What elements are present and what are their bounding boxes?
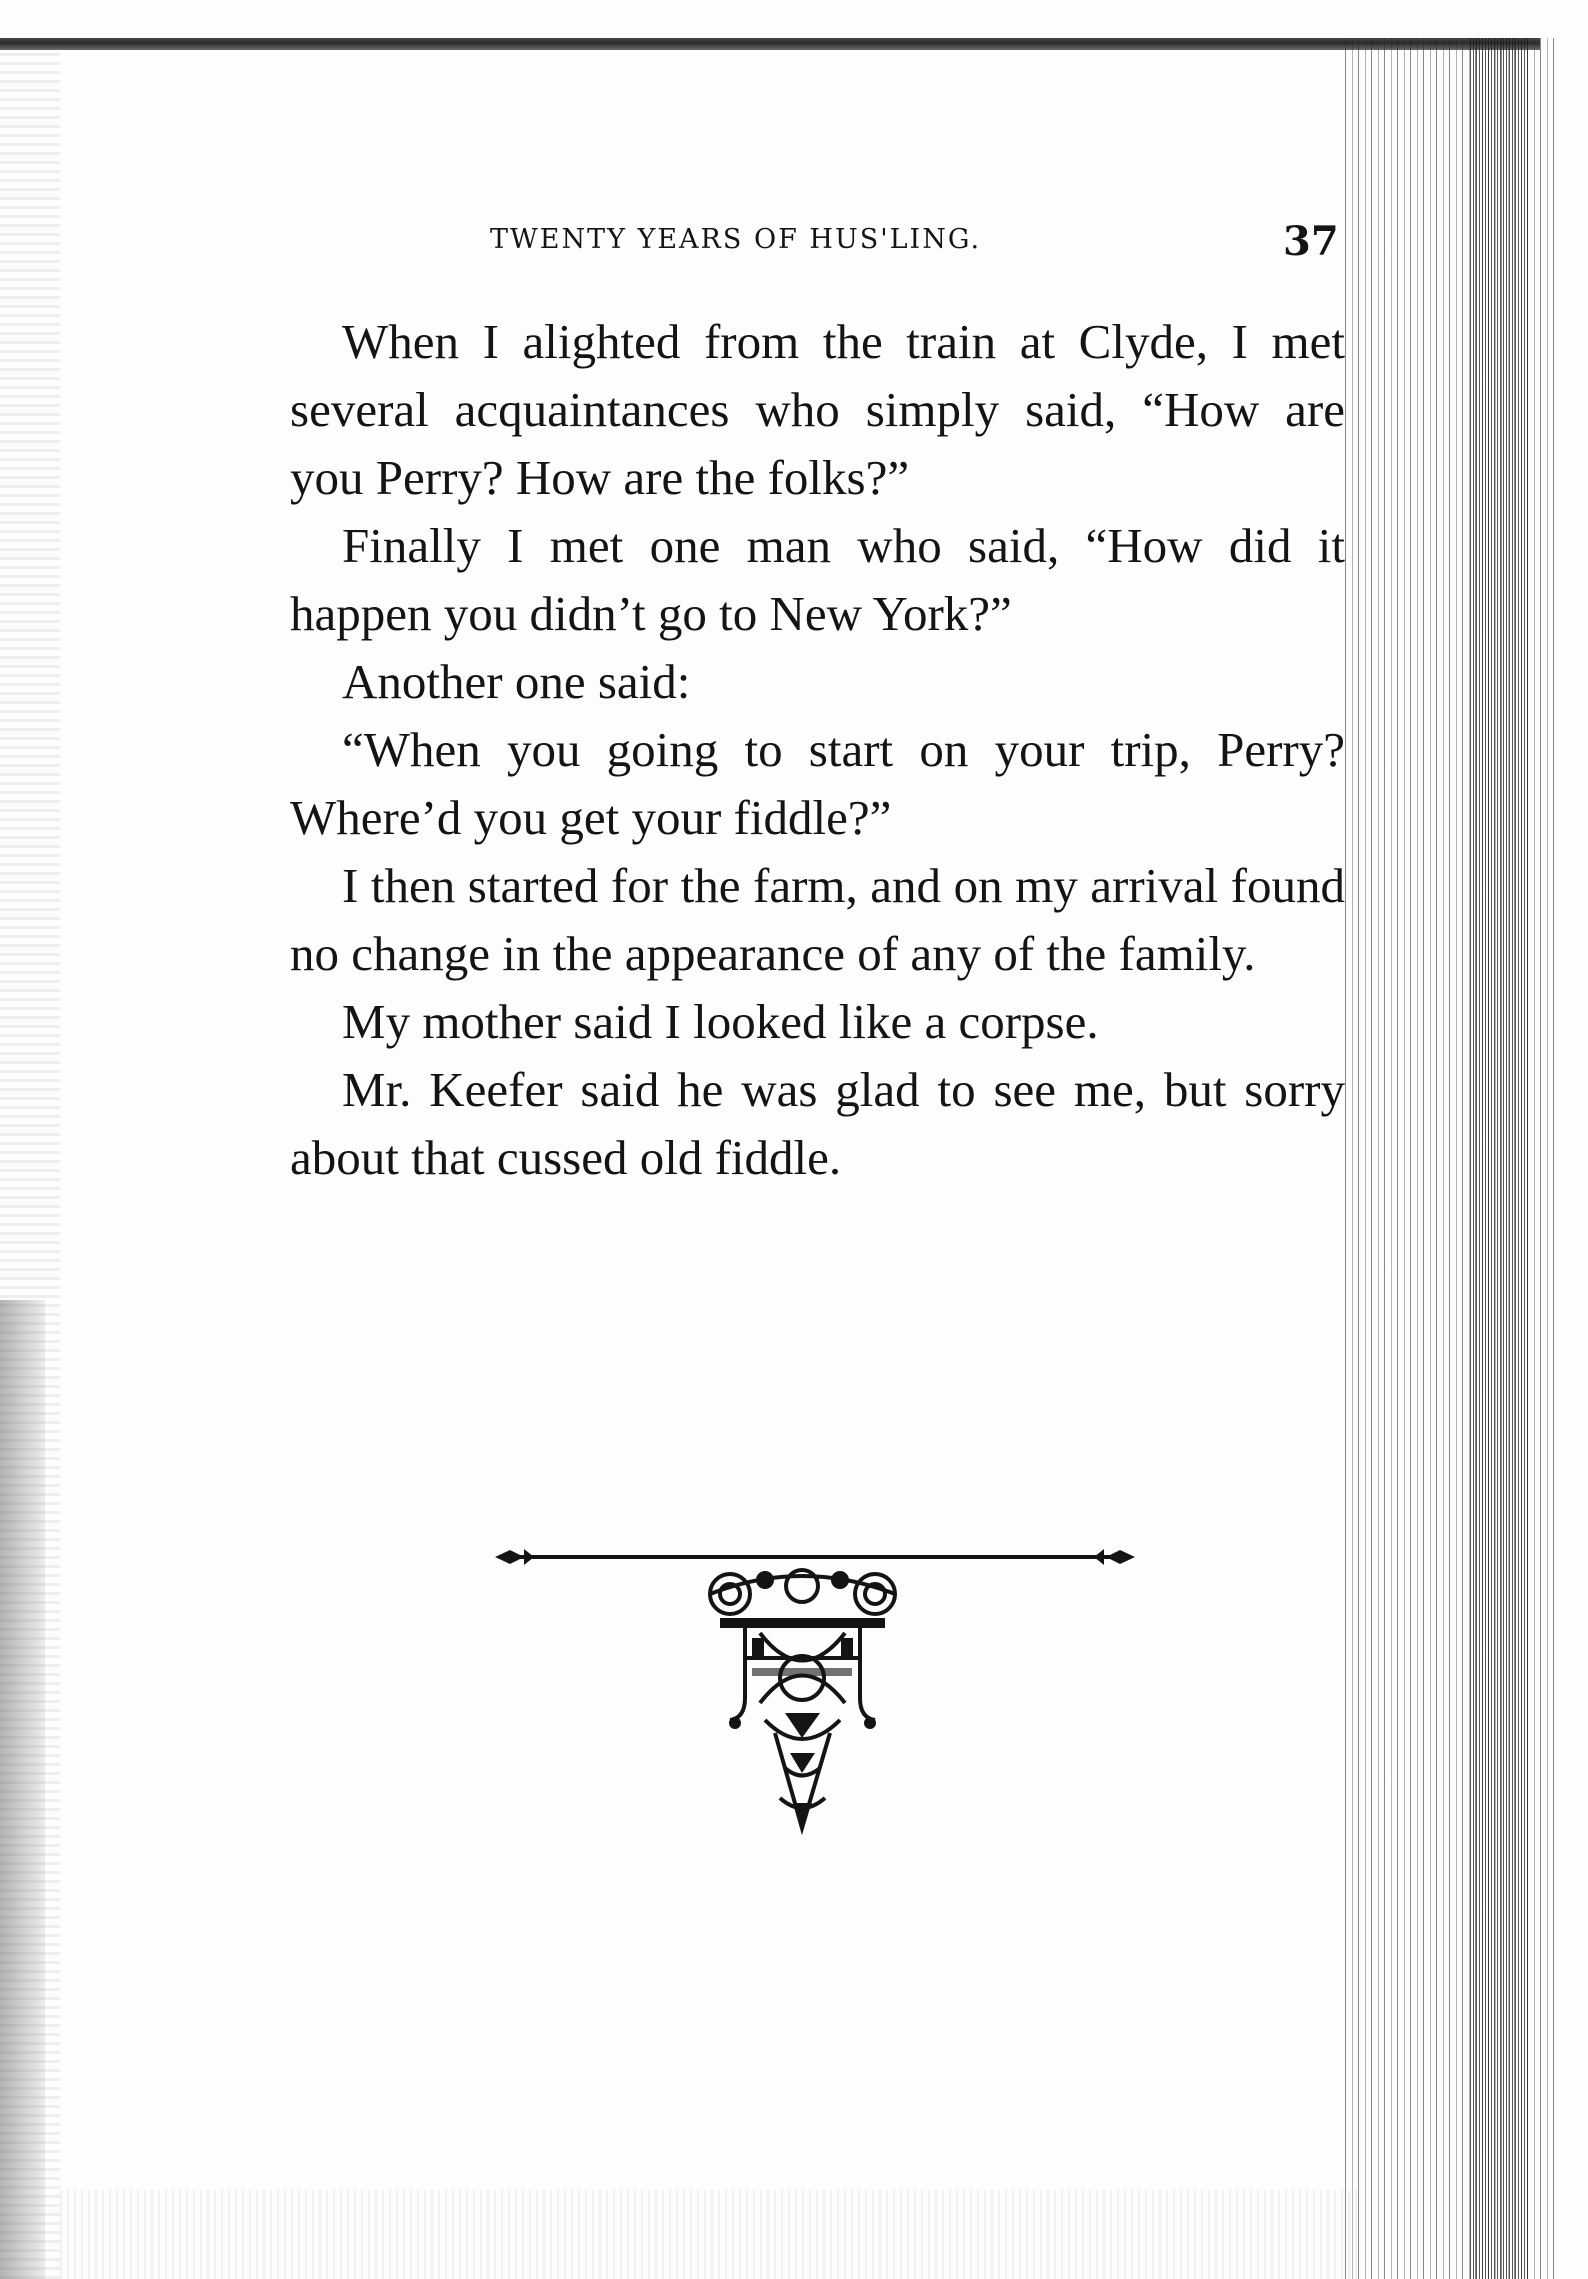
paragraph: Mr. Keefer said he was glad to see me, but sorry about that cussed old fiddle. [290, 1062, 1345, 1185]
page-header [0, 218, 1345, 268]
paragraph: I then started for the farm, and on my arrival found no change in the appearance of any of the family. [290, 858, 1345, 981]
page-number: 37 [1283, 218, 1339, 265]
scan-left-shadow [0, 1300, 45, 2279]
tailpiece-ornament-icon [490, 1528, 1140, 1848]
book-page-edges-dark [1470, 38, 1530, 2279]
paragraph: Another one said: [342, 654, 691, 709]
running-head: TWENTY YEARS OF HUS'LING. [490, 224, 982, 255]
scan-top-edge [0, 38, 1540, 50]
paragraph: When I alighted from the train at Clyde, I met several acquaintances who simply said, “How are you Perry? How are the folks?” [290, 314, 1345, 505]
scan-bottom-noise [60, 2190, 1360, 2279]
paragraph: My mother said I looked like a corpse. [342, 994, 1099, 1049]
body-text [290, 308, 1345, 1192]
paragraph: Finally I met one man who said, “How did it happen you didn’t go to New York?” [290, 518, 1345, 641]
paragraph: “When you going to start on your trip, Perry? Where’d you get your fiddle?” [290, 722, 1345, 845]
